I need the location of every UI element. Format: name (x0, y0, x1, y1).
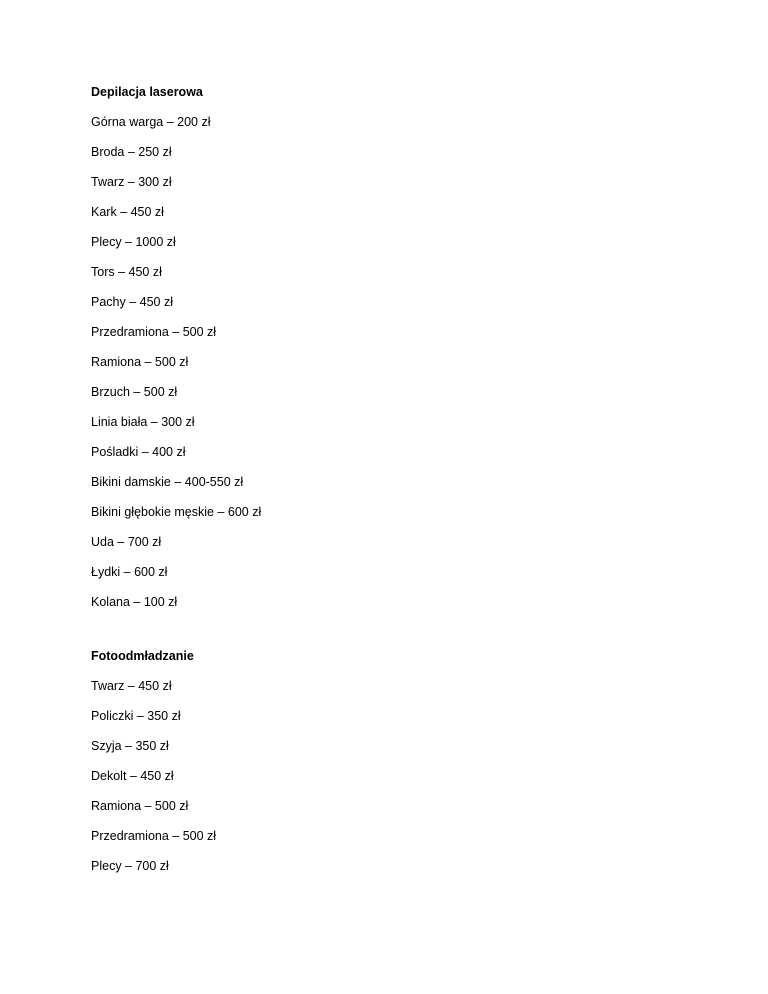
price-item: Łydki – 600 zł (91, 565, 168, 579)
price-item: Pachy – 450 zł (91, 295, 173, 309)
price-item: Górna warga – 200 zł (91, 115, 211, 129)
section-title: Depilacja laserowa (91, 85, 203, 99)
section-fotoodmladzanie (91, 647, 691, 875)
section-depilacja-laserowa (91, 83, 691, 611)
price-item: Twarz – 300 zł (91, 175, 172, 189)
price-item: Plecy – 1000 zł (91, 235, 176, 249)
section-title: Fotoodmładzanie (91, 649, 194, 663)
price-item: Kark – 450 zł (91, 205, 164, 219)
price-item: Pośladki – 400 zł (91, 445, 186, 459)
price-item: Linia biała – 300 zł (91, 415, 195, 429)
price-item: Przedramiona – 500 zł (91, 829, 217, 843)
price-item: Tors – 450 zł (91, 265, 162, 279)
price-item: Bikini głębokie męskie – 600 zł (91, 505, 262, 519)
price-item: Policzki – 350 zł (91, 709, 181, 723)
price-item: Kolana – 100 zł (91, 595, 178, 609)
price-item: Uda – 700 zł (91, 535, 162, 549)
price-item: Broda – 250 zł (91, 145, 172, 159)
price-item: Ramiona – 500 zł (91, 355, 189, 369)
price-item: Szyja – 350 zł (91, 739, 169, 753)
price-item: Plecy – 700 zł (91, 859, 169, 873)
section-spacer (91, 623, 691, 647)
document-page (91, 83, 691, 887)
price-item: Brzuch – 500 zł (91, 385, 178, 399)
price-item: Dekolt – 450 zł (91, 769, 174, 783)
price-item: Przedramiona – 500 zł (91, 325, 217, 339)
price-item: Bikini damskie – 400-550 zł (91, 475, 244, 489)
price-item: Ramiona – 500 zł (91, 799, 189, 813)
price-item: Twarz – 450 zł (91, 679, 172, 693)
